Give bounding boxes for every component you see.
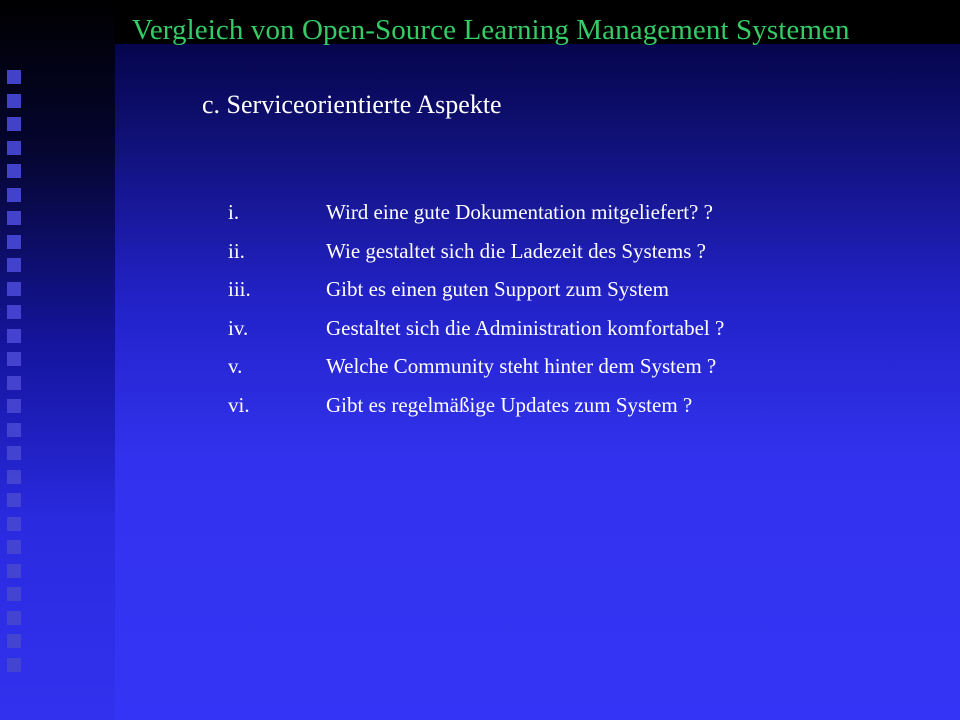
decorative-square	[7, 517, 21, 531]
decorative-square	[7, 352, 21, 366]
decorative-square	[7, 258, 21, 272]
decorative-square	[7, 540, 21, 554]
side-decoration-strip	[0, 0, 115, 720]
list-item-text: Gibt es einen guten Support zum System	[326, 277, 669, 301]
slide-title: Vergleich von Open-Source Learning Management Systemen	[132, 14, 850, 46]
decorative-square	[7, 493, 21, 507]
decorative-square	[7, 564, 21, 578]
list-item-text: Wird eine gute Dokumentation mitgeliefert? ?	[326, 200, 713, 224]
decorative-square	[7, 611, 21, 625]
decorative-square	[7, 70, 21, 84]
list-item-number: v.	[228, 354, 243, 378]
decorative-square	[7, 470, 21, 484]
decorative-square	[7, 235, 21, 249]
list-item-number: iii.	[228, 277, 251, 301]
decorative-square	[7, 658, 21, 672]
list-item-number: vi.	[228, 392, 250, 417]
decorative-square	[7, 211, 21, 225]
decorative-square	[7, 399, 21, 413]
decorative-square	[7, 164, 21, 178]
decorative-square	[7, 305, 21, 319]
section-subtitle: c. Serviceorientierte Aspekte	[202, 90, 502, 119]
list-item-text: Wie gestaltet sich die Ladezeit des Systems ?	[326, 238, 706, 263]
decorative-square	[7, 423, 21, 437]
decorative-square	[7, 117, 21, 131]
decorative-square-column	[7, 70, 21, 681]
list-item-number: ii.	[228, 238, 245, 263]
decorative-square	[7, 141, 21, 155]
list-item-number: i.	[228, 200, 240, 224]
list-item-text: Gibt es regelmäßige Updates zum System ?	[326, 392, 693, 417]
decorative-square	[7, 188, 21, 202]
decorative-square	[7, 634, 21, 648]
decorative-square	[7, 376, 21, 390]
list-item-text: Gestaltet sich die Administration komfortabel ?	[326, 315, 725, 340]
decorative-square	[7, 329, 21, 343]
list-item-number: iv.	[228, 315, 249, 340]
decorative-square	[7, 94, 21, 108]
list-item-text: Welche Community steht hinter dem System ?	[326, 354, 717, 378]
decorative-square	[7, 587, 21, 601]
decorative-square	[7, 282, 21, 296]
decorative-square	[7, 446, 21, 460]
